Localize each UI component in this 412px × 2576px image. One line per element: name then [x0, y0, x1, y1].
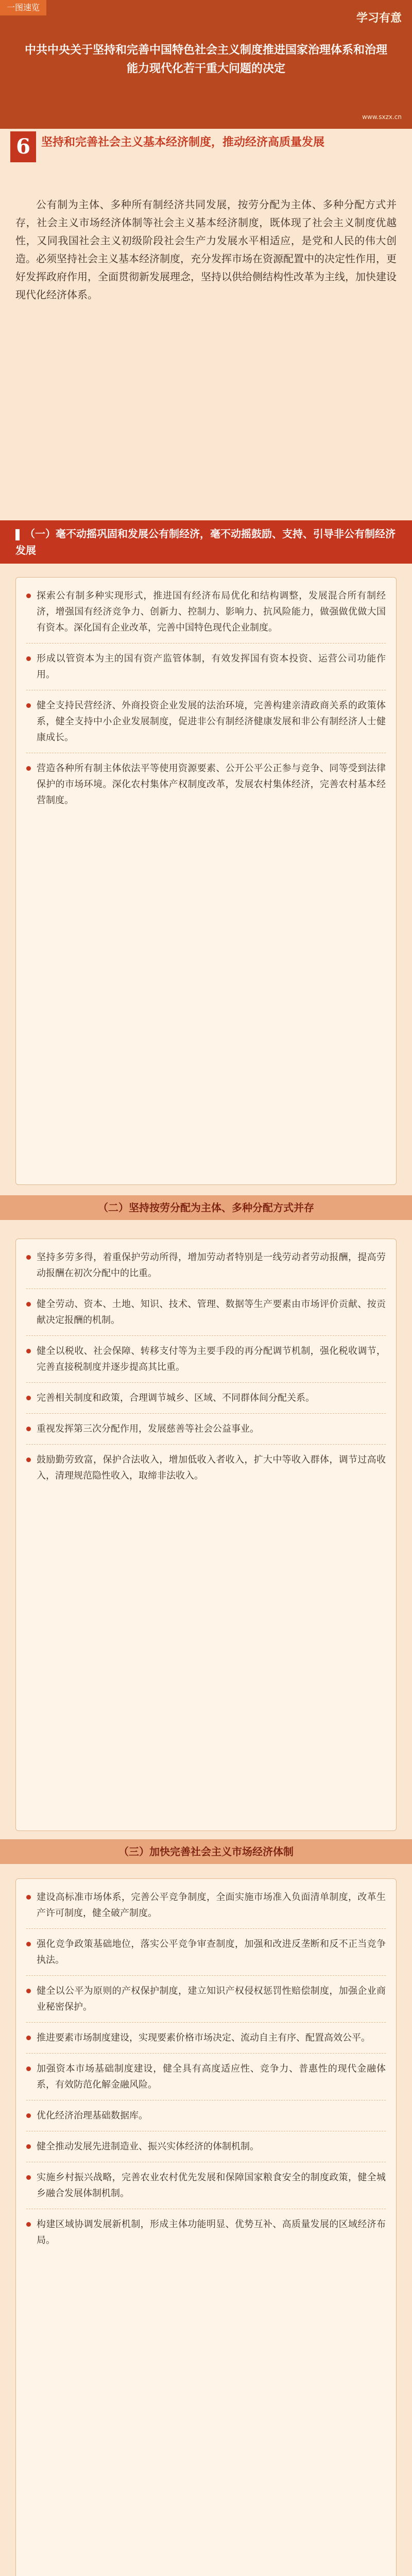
list-item: 健全以公平为原则的产权保护制度，建立知识产权侵权惩罚性赔偿制度，加强企业商业秘密保护。 — [26, 1983, 386, 2015]
list-item: 健全推动发展先进制造业、振兴实体经济的体制机制。 — [26, 2139, 386, 2155]
section-header — [10, 131, 402, 188]
stamp-label: 一图速览 — [0, 0, 46, 15]
list-item: 健全劳动、资本、土地、知识、技术、管理、数据等生产要素由市场评价贡献、按贡献决定报酬的机制。 — [26, 1296, 386, 1328]
list-item: 完善相关制度和政策，合理调节城乡、区域、不同群体间分配关系。 — [26, 1390, 386, 1406]
list-item: 建设高标准市场体系，完善公平竞争制度，全面实施市场准入负面清单制度，改革生产许可制度，健全破产制度。 — [26, 1889, 386, 1921]
brand-logo: 学习有意 — [356, 11, 402, 25]
section-number: 6 — [10, 131, 36, 162]
heading-bar-icon — [15, 529, 20, 540]
hero-banner — [0, 0, 412, 129]
list-item: 探索公有制多种实现形式，推进国有经济布局优化和结构调整，发展混合所有制经济，增强国有经济竞争力、创新力、控制力、影响力、抗风险能力，做强做优做大国有资本。深化国有企业改革，完善中国特色现代企业制度。 — [26, 588, 386, 636]
list-item: 健全以税收、社会保障、转移支付等为主要手段的再分配调节机制，强化税收调节，完善直接税制度并逐步提高其比重。 — [26, 1343, 386, 1375]
block-heading — [0, 1839, 412, 1864]
block-heading-text: （三）加快完善社会主义市场经济体制 — [118, 1845, 294, 1858]
list-item: 形成以管资本为主的国有资产监管体制，有效发挥国有资本投资、运营公司功能作用。 — [26, 651, 386, 683]
divider — [26, 1335, 386, 1336]
list-item: 优化经济治理基础数据库。 — [26, 2108, 386, 2124]
divider — [26, 1382, 386, 1383]
list-item: 营造各种所有制主体依法平等使用资源要素、公开公平公正参与竞争、同等受到法律保护的市场环境。深化农村集体产权制度改革，发展农村集体经济，完善农村基本经营制度。 — [26, 760, 386, 808]
block-heading-text: （二）坚持按劳分配为主体、多种分配方式并存 — [98, 1201, 314, 1214]
site-url[interactable]: www.sxzx.cn — [362, 113, 402, 121]
divider — [26, 2053, 386, 2054]
divider — [26, 2022, 386, 2023]
list-item: 鼓励勤劳致富，保护合法收入，增加低收入者收入，扩大中等收入群体，调节过高收入，清理规范隐性收入，取缔非法收入。 — [26, 1452, 386, 1484]
list-item: 重视发挥第三次分配作用，发展慈善等社会公益事业。 — [26, 1421, 386, 1437]
block-heading — [0, 1195, 412, 1220]
block-body — [15, 577, 397, 1185]
block-heading-text: （一）毫不动摇巩固和发展公有制经济，毫不动摇鼓励、支持、引导非公有制经济发展 — [15, 528, 396, 556]
list-item: 实施乡村振兴战略，完善农业农村优先发展和保障国家粮食安全的制度政策，健全城乡融合发展体制机制。 — [26, 2170, 386, 2201]
divider — [26, 1928, 386, 1929]
intro-paragraph: 公有制为主体、多种所有制经济共同发展，按劳分配为主体、多种分配方式并存，社会主义市场经济体制等社会主义基本经济制度，既体现了社会主义制度优越性，又同我国社会主义初级阶段社会生产力发展水平相适应，是党和人民的伟大创造。必须坚持社会主义基本经济制度，充分发挥市场在资源配置中的决定性作用，更好发挥政府作用，全面贯彻新发展理念，坚持以供给侧结构性改革为主线，加快建设现代化经济体系。 — [15, 198, 397, 301]
list-item: 强化竞争政策基础地位，落实公平竞争审查制度，加强和改进反垄断和反不正当竞争执法。 — [26, 1936, 386, 1968]
block-body — [15, 1878, 397, 2576]
page-title: 中共中央关于坚持和完善中国特色社会主义制度推进国家治理体系和治理能力现代化若干重大问题的决定 — [24, 44, 387, 75]
divider — [26, 1444, 386, 1445]
block-heading — [0, 520, 412, 564]
divider — [26, 1413, 386, 1414]
list-item: 构建区域协调发展新机制，形成主体功能明显、优势互补、高质量发展的区域经济布局。 — [26, 2216, 386, 2248]
section-heading: 坚持和完善社会主义基本经济制度，推动经济高质量发展 — [41, 136, 325, 149]
list-item: 推进要素市场制度建设，实现要素价格市场决定、流动自主有序、配置高效公平。 — [26, 2030, 386, 2046]
block-body — [15, 1239, 397, 1831]
list-item: 健全支持民营经济、外商投资企业发展的法治环境，完善构建亲清政商关系的政策体系，健全支持中小企业发展制度，促进非公有制经济健康发展和非公有制经济人士健康成长。 — [26, 698, 386, 745]
divider — [26, 1975, 386, 1976]
list-item: 坚持多劳多得，着重保护劳动所得，增加劳动者特别是一线劳动者劳动报酬，提高劳动报酬在初次分配中的比重。 — [26, 1249, 386, 1281]
list-item: 加强资本市场基础制度建设，健全具有高度适应性、竞争力、普惠性的现代金融体系，有效防范化解金融风险。 — [26, 2061, 386, 2093]
